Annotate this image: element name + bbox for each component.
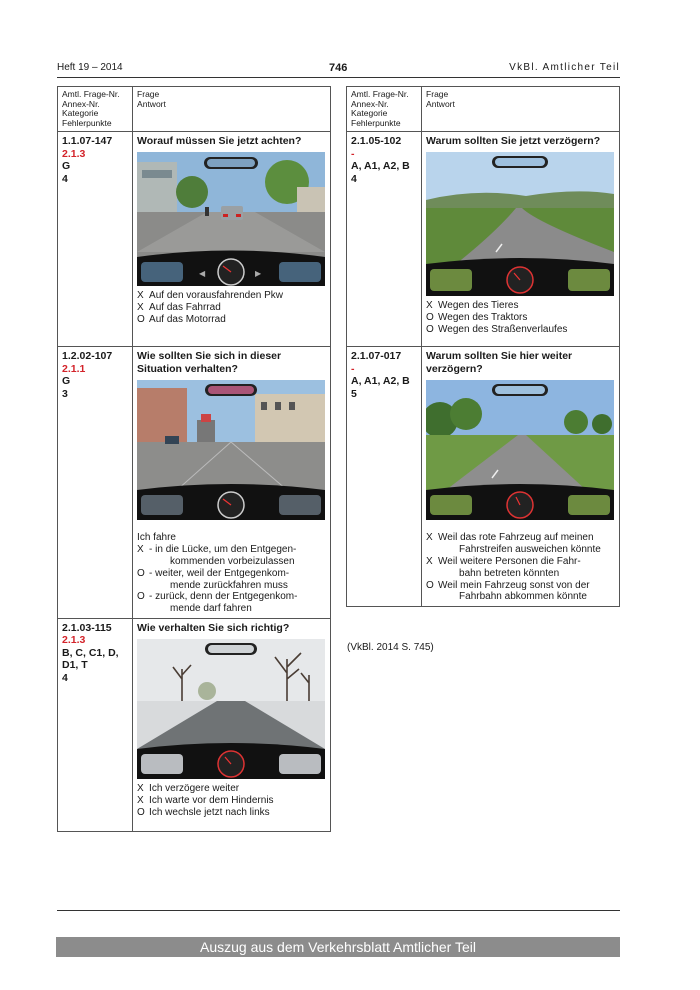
question-table-right bbox=[346, 86, 620, 607]
answer-option-continued: Fahrbahn abkommen könnte bbox=[459, 591, 587, 603]
question-meta bbox=[347, 347, 422, 607]
question-cell bbox=[133, 618, 331, 831]
annex-number: 2.1.1 bbox=[62, 362, 86, 375]
annex-number: 2.1.3 bbox=[62, 147, 86, 160]
driving-scene-city-cars bbox=[137, 152, 325, 286]
question-title: Warum sollten Sie hier weiter verzögern? bbox=[426, 350, 573, 376]
question-title: Wie sollten Sie sich in dieser Situation verhalten? bbox=[137, 350, 282, 376]
question-row bbox=[58, 132, 331, 347]
question-number: 2.1.03-115 bbox=[62, 621, 112, 634]
category: G bbox=[62, 375, 71, 388]
column-header-meta: Amtl. Frage-Nr. Annex-Nr. Kategorie Fehlerpunkte bbox=[58, 87, 133, 132]
column-header-question: Frage Antwort bbox=[422, 87, 620, 132]
answer-list bbox=[137, 783, 326, 818]
question-row bbox=[58, 347, 331, 619]
source-reference: (VkBl. 2014 S. 745) bbox=[347, 642, 434, 653]
question-title: Worauf müssen Sie jetzt achten? bbox=[137, 135, 302, 148]
answer-option: X Weil weitere Personen die Fahr- bbox=[426, 555, 581, 567]
annex-number: 2.1.3 bbox=[62, 634, 86, 647]
answer-option: X Ich verzögere weiter bbox=[137, 782, 240, 794]
column-header-meta: Amtl. Frage-Nr. Annex-Nr. Kategorie Fehlerpunkte bbox=[347, 87, 422, 132]
answer-list bbox=[137, 532, 326, 615]
category: A, A1, A2, B bbox=[351, 375, 410, 388]
answer-list bbox=[426, 532, 615, 603]
question-meta bbox=[58, 618, 133, 831]
category: A, A1, A2, B bbox=[351, 160, 410, 173]
answer-option-continued: bahn betreten könnten bbox=[459, 567, 560, 579]
question-number: 1.2.02-107 bbox=[62, 350, 113, 363]
error-points: 4 bbox=[62, 671, 68, 684]
answer-option-continued: mende zurückfahren muss bbox=[170, 579, 288, 591]
answer-option: O Wegen des Traktors bbox=[426, 312, 528, 324]
answer-option: O Weil mein Fahrzeug sonst von der bbox=[426, 579, 590, 591]
answer-option-continued: mende darf fahren bbox=[170, 603, 252, 615]
header-rule bbox=[57, 77, 620, 78]
answer-option: X - in die Lücke, um den Entgegen- bbox=[137, 544, 297, 556]
error-points: 4 bbox=[62, 172, 68, 185]
answer-option: X Weil das rote Fahrzeug auf meinen bbox=[426, 532, 594, 544]
question-number: 2.1.05-102 bbox=[351, 135, 402, 148]
question-title: Wie verhalten Sie sich richtig? bbox=[137, 621, 290, 634]
question-number: 1.1.07-147 bbox=[62, 135, 113, 148]
answer-intro: Ich fahre bbox=[137, 532, 176, 544]
footer-banner: Auszug aus dem Verkehrsblatt Amtlicher Teil bbox=[56, 937, 620, 957]
question-row bbox=[58, 618, 331, 831]
error-points: 3 bbox=[62, 387, 68, 400]
question-row bbox=[347, 347, 620, 607]
category: B, C, C1, D, D1, T bbox=[62, 646, 119, 672]
driving-scene-winter-road bbox=[137, 639, 325, 779]
answer-option: X Wegen des Tieres bbox=[426, 300, 519, 312]
answer-option: O Ich wechsle jetzt nach links bbox=[137, 806, 270, 818]
question-cell bbox=[133, 132, 331, 347]
publication-title: VkBl. Amtlicher Teil bbox=[509, 62, 620, 73]
question-meta bbox=[58, 347, 133, 619]
page-header bbox=[57, 62, 620, 78]
annex-number: - bbox=[351, 362, 355, 375]
svg-text:◀: ◀ bbox=[199, 269, 206, 279]
answer-list bbox=[137, 290, 326, 325]
answer-option: O - weiter, weil der Entgegenkom- bbox=[137, 567, 290, 579]
page-number: 746 bbox=[329, 62, 348, 74]
question-title: Warum sollten Sie jetzt verzögern? bbox=[426, 135, 601, 148]
annex-number: - bbox=[351, 147, 355, 160]
answer-option: X Ich warte vor dem Hindernis bbox=[137, 794, 274, 806]
driving-scene-country-road bbox=[426, 152, 614, 296]
question-meta bbox=[58, 132, 133, 347]
issue-label: Heft 19 – 2014 bbox=[57, 62, 123, 73]
svg-text:▶: ▶ bbox=[255, 269, 262, 279]
category: G bbox=[62, 160, 71, 173]
question-meta bbox=[347, 132, 422, 347]
answer-option: O - zurück, denn der Entgegenkom- bbox=[137, 591, 298, 603]
driving-scene-tree-lined-road bbox=[426, 380, 614, 520]
question-cell bbox=[133, 347, 331, 619]
error-points: 5 bbox=[351, 387, 357, 400]
question-cell bbox=[422, 132, 620, 347]
answer-option: O Wegen des Straßenverlaufes bbox=[426, 323, 568, 335]
answer-option-continued: Fahrstreifen ausweichen könnte bbox=[459, 544, 601, 556]
question-cell bbox=[422, 347, 620, 607]
column-header-question: Frage Antwort bbox=[133, 87, 331, 132]
answer-option: X Auf das Fahrrad bbox=[137, 302, 221, 314]
answer-list bbox=[426, 300, 615, 335]
error-points: 4 bbox=[351, 172, 357, 185]
answer-option: X Auf den vorausfahrenden Pkw bbox=[137, 290, 284, 302]
answer-option: O Auf das Motorrad bbox=[137, 313, 226, 325]
footer-rule bbox=[57, 910, 620, 911]
answer-option-continued: kommenden vorbeizulassen bbox=[170, 555, 295, 567]
question-number: 2.1.07-017 bbox=[351, 350, 402, 363]
question-table-left bbox=[57, 86, 331, 832]
question-row bbox=[347, 132, 620, 347]
driving-scene-narrow-street bbox=[137, 380, 325, 520]
